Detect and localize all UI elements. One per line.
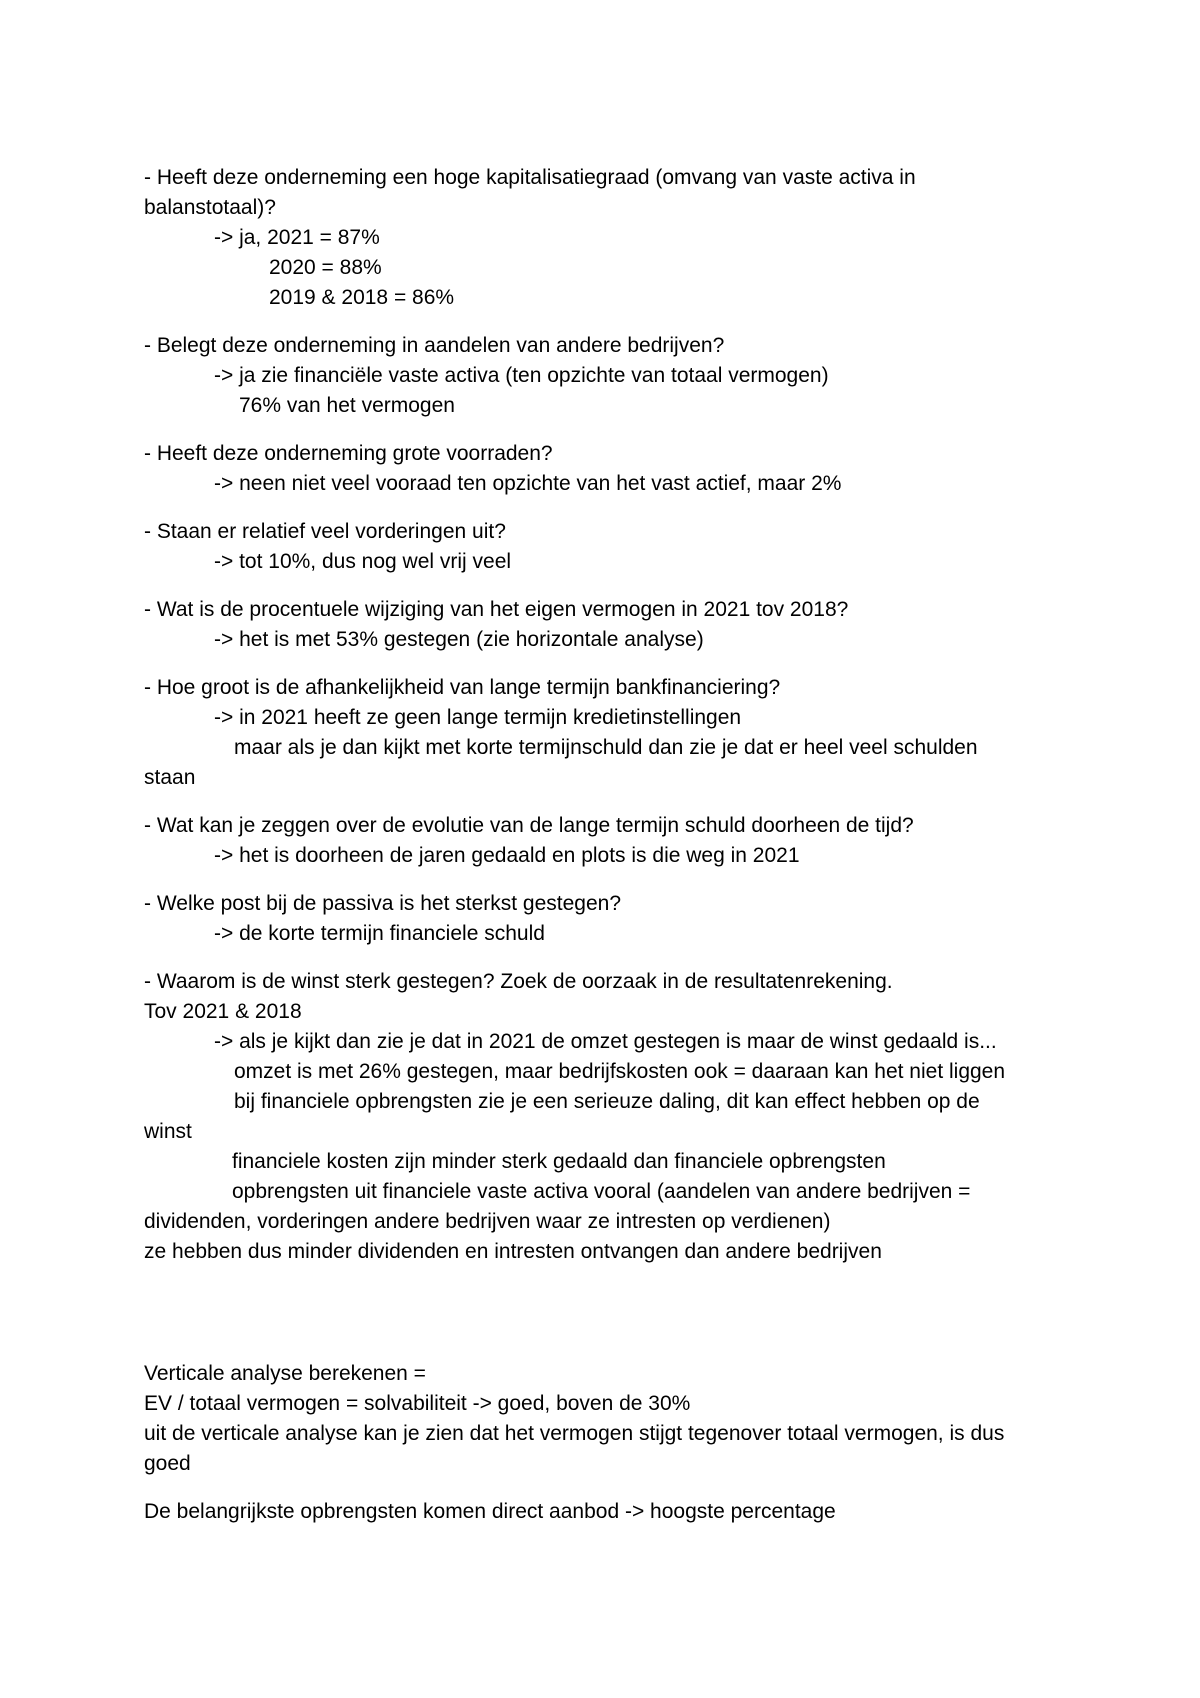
- answer-text: -> als je kijkt dan zie je dat in 2021 de omzet gestegen is maar de winst gedaald is...: [214, 1030, 997, 1053]
- question-text-continued: balanstotaal)?: [144, 196, 276, 219]
- answer-text: -> het is doorheen de jaren gedaald en plots is die weg in 2021: [214, 844, 800, 867]
- answer-text: -> het is met 53% gestegen (zie horizontale analyse): [214, 628, 704, 651]
- question-text: - Hoe groot is de afhankelijkheid van lange termijn bankfinanciering?: [144, 676, 781, 699]
- answer-text-continued: staan: [144, 766, 196, 789]
- question-text: - Heeft deze onderneming een hoge kapitalisatiegraad (omvang van vaste activa in: [144, 166, 916, 189]
- spacer: [144, 1267, 1064, 1359]
- answer-text: -> ja, 2021 = 87%: [214, 226, 380, 249]
- qa-bankfinanciering: [144, 673, 1064, 793]
- qa-eigen-vermogen: [144, 595, 1064, 655]
- question-text: - Staan er relatief veel vorderingen uit?: [144, 520, 506, 543]
- answer-text: maar als je dan kijkt met korte termijnschuld dan zie je dat er heel veel schulden: [234, 736, 978, 759]
- question-text: - Belegt deze onderneming in aandelen van andere bedrijven?: [144, 334, 725, 357]
- subheading-text: Tov 2021 & 2018: [144, 1000, 302, 1023]
- answer-text-continued: dividenden, vorderingen andere bedrijven waar ze intresten op verdienen): [144, 1210, 831, 1233]
- answer-text: -> de korte termijn financiele schuld: [214, 922, 545, 945]
- answer-text: bij financiele opbrengsten zie je een serieuze daling, dit kan effect hebben op de: [234, 1090, 980, 1113]
- answer-text: 2020 = 88%: [269, 256, 382, 279]
- document-body: [144, 163, 1064, 1527]
- qa-passiva: [144, 889, 1064, 949]
- paragraph-text: uit de verticale analyse kan je zien dat het vermogen stijgt tegenover totaal vermogen, is dus: [144, 1422, 1005, 1445]
- paragraph-text: EV / totaal vermogen = solvabiliteit -> goed, boven de 30%: [144, 1392, 691, 1415]
- qa-lange-termijn-schuld: [144, 811, 1064, 871]
- vertical-analysis-section: [144, 1359, 1064, 1479]
- paragraph-text: goed: [144, 1452, 191, 1475]
- qa-aandelen: [144, 331, 1064, 421]
- answer-text: -> ja zie financiële vaste activa (ten opzichte van totaal vermogen): [214, 364, 829, 387]
- question-text: - Waarom is de winst sterk gestegen? Zoek de oorzaak in de resultatenrekening.: [144, 970, 893, 993]
- question-text: - Heeft deze onderneming grote voorraden?: [144, 442, 553, 465]
- answer-text: ze hebben dus minder dividenden en intresten ontvangen dan andere bedrijven: [144, 1240, 882, 1263]
- answer-text: -> neen niet veel vooraad ten opzichte van het vast actief, maar 2%: [214, 472, 842, 495]
- answer-text: 76% van het vermogen: [239, 394, 455, 417]
- answer-text: opbrengsten uit financiele vaste activa vooral (aandelen van andere bedrijven =: [232, 1180, 971, 1203]
- answer-text: omzet is met 26% gestegen, maar bedrijfskosten ook = daaraan kan het niet liggen: [234, 1060, 1006, 1083]
- question-text: - Wat kan je zeggen over de evolutie van de lange termijn schuld doorheen de tijd?: [144, 814, 914, 837]
- answer-text: -> tot 10%, dus nog wel vrij veel: [214, 550, 512, 573]
- question-text: - Welke post bij de passiva is het sterkst gestegen?: [144, 892, 622, 915]
- qa-voorraden: [144, 439, 1064, 499]
- answer-text: 2019 & 2018 = 86%: [269, 286, 455, 309]
- final-paragraph: De belangrijkste opbrengsten komen direct aanbod -> hoogste percentage: [144, 1500, 836, 1523]
- answer-text: -> in 2021 heeft ze geen lange termijn kredietinstellingen: [214, 706, 742, 729]
- qa-winst: [144, 967, 1064, 1267]
- answer-text-continued: winst: [144, 1120, 192, 1143]
- qa-vorderingen: [144, 517, 1064, 577]
- question-text: - Wat is de procentuele wijziging van het eigen vermogen in 2021 tov 2018?: [144, 598, 849, 621]
- answer-text: financiele kosten zijn minder sterk gedaald dan financiele opbrengsten: [232, 1150, 886, 1173]
- paragraph-text: Verticale analyse berekenen =: [144, 1362, 426, 1385]
- qa-kapitalisatiegraad: [144, 163, 1064, 313]
